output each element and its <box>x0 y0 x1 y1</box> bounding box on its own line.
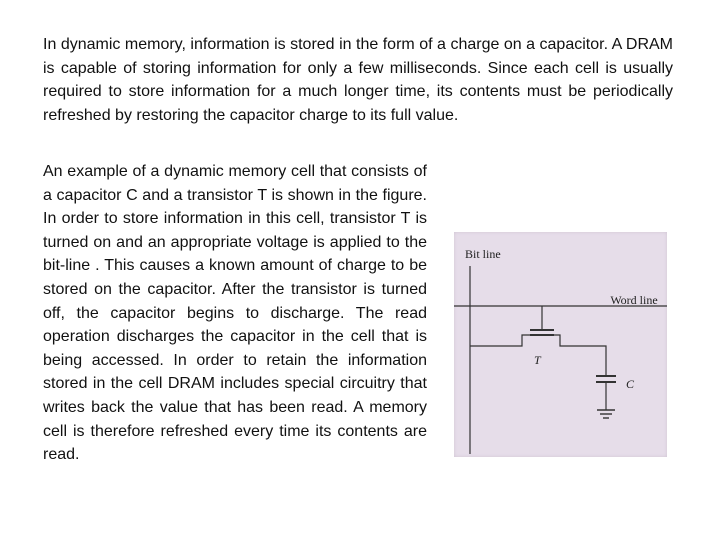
transistor-label: T <box>534 353 541 367</box>
dram-cell-figure <box>454 232 667 457</box>
paragraph-dram-cell-example: An example of a dynamic memory cell that consists of a capacitor C and a transistor T is shown in the figure. In order to store information in this cell, transistor T is turned on and an appropriate voltage is applied to the bit-line . This causes a known amount of charge to be stored on the capacitor. After the transistor is turned off, the capacitor begins to discharge. The read operation discharges the capacitor in the cell that is being accessed. In order to retain the information stored in the cell DRAM includes special circuitry that writes back the value that has been read. A memory cell is therefore refreshed every time its contents are read. <box>43 163 427 464</box>
dram-cell-diagram <box>454 232 667 457</box>
word-line-label: Word line <box>610 293 658 307</box>
transistor-to-bit-line-wire <box>470 335 530 346</box>
paragraph-dram-intro: In dynamic memory, information is stored in the form of a charge on a capacitor. A DRAM is capable of storing information for only a few milliseconds. Since each cell is usually required to store information for a much longer time, its contents must be periodically refreshed by restoring the capacitor charge to its full value. <box>43 36 673 124</box>
bit-line-label: Bit line <box>465 247 501 261</box>
capacitor-label: C <box>626 377 635 391</box>
transistor-to-capacitor-wire <box>554 335 606 376</box>
